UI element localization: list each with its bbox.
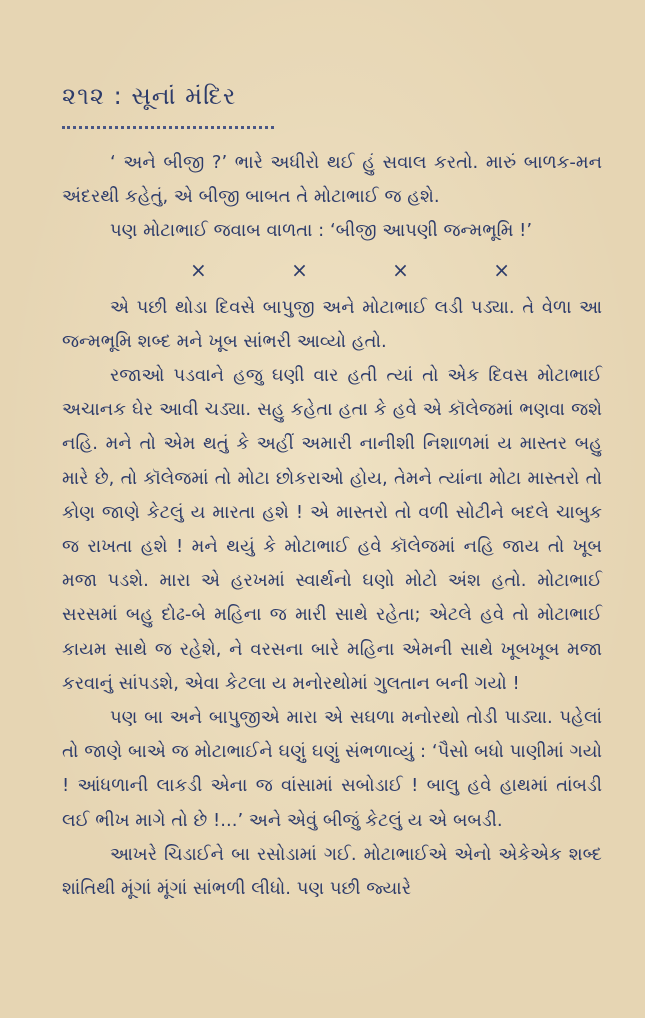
paragraph: રજાઓ પડવાને હજુ ઘણી વાર હતી ત્યાં તો એક દિવસ મોટાભાઈ અચાનક ઘેર આવી ચડ્યા. સહુ કહેતા હતા કે હવે એ કૉલેજમાં ભણવા જશે નહિ. મને તો એમ થતું કે અહીં અમારી નાનીશી નિશાળમાં ય માસ્તર બહુ મારે છે, તો કૉલેજમાં તો મોટા છોકરાઓ હોય, તેમને ત્યાંના મોટા માસ્તરો તો કોણ જાણે કેટલું ય મારતા હશે ! એ માસ્તરો તો વળી સોટીને બદલે ચાબુક જ રાખતા હશે ! મને થયું કે મોટાભાઈ હવે કૉલેજમાં નહિ જાય તો ખૂબ મજા પડશે. મારા એ હરખમાં સ્વાર્થનો ઘણો મોટો અંશ હતો. મોટાભાઈ સરસમાં બહુ દોઢ-બે મહિના જ મારી સાથે રહેતા; એટલે હવે તો મોટાભાઈ કાયમ સાથે જ રહેશે, ને વરસના બારે મહિના એમની સાથે ખૂબખૂબ મજા કરવાનું સાંપડશે, એવા કેટલા ય મનોરથોમાં ગુલતાન બની ગયો ! <box>62 365 602 694</box>
section-break <box>190 249 510 291</box>
book-title: સૂનાં મંદિર <box>131 82 237 110</box>
running-header <box>62 82 236 110</box>
paragraph: ‘ અને બીજી ?’ ભારે અધીરો થઈ હું સવાલ કરતો. મારું બાળક-મન અંદરથી કહેતું, એ બીજી બાબત તે મોટાભાઈ જ હશે. <box>62 152 602 208</box>
paragraph: પણ બા અને બાપુજીએ મારા એ સઘળા મનોરથો તોડી પાડ્યા. પહેલાં તો જાણે બાએ જ મોટાભાઈને ઘણું ઘણું સંભળાવ્યું : ‘પૈસો બધો પાણીમાં ગયો ! આંધળાની લાકડી એના જ વાંસામાં સબોડાઈ ! બાલુ હવે હાથમાં તાંબડી લઈ ભીખ માગે તો છે !...’ અને એવું બીજું કેટલું ય એ બબડી. <box>62 707 602 831</box>
body-text <box>62 146 602 906</box>
section-break-mark: × <box>291 257 308 282</box>
page-number: ૨૧૨ <box>62 82 105 110</box>
section-break-mark: × <box>392 257 409 282</box>
paragraph: એ પછી થોડા દિવસે બાપુજી અને મોટાભાઈ લડી પડ્યા. તે વેળા આ જન્મભૂમિ શબ્દ મને ખૂબ સાંભરી આવ્યો હતો. <box>62 296 602 352</box>
section-break-mark: × <box>190 257 207 282</box>
paragraph: આખરે ચિડાઈને બા રસોડામાં ગઈ. મોટાભાઈએ એનો એકેએક શબ્દ શાંતિથી મૂંગાં મૂંગાં સાંભળી લીધો. પણ પછી જ્યારે <box>62 843 602 900</box>
section-break-mark: × <box>493 257 510 282</box>
header-separator: : <box>113 82 123 110</box>
paragraph: પણ મોટાભાઈ જવાબ વાળતા : ‘બીજી આપણી જન્મભૂમિ !’ <box>110 220 533 242</box>
header-dotted-rule <box>62 126 274 129</box>
